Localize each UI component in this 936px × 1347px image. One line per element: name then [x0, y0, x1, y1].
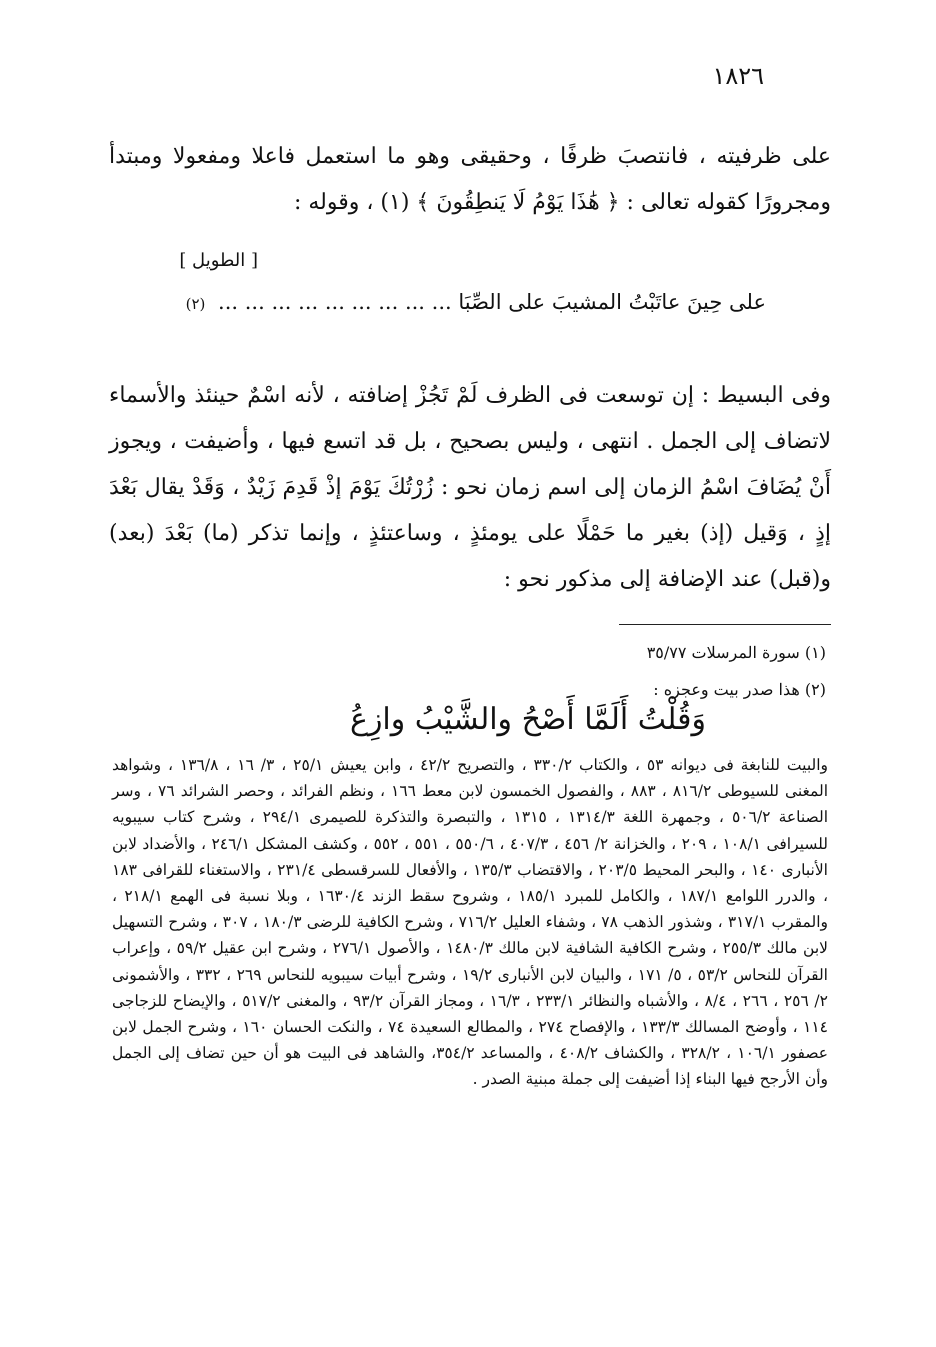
footnote-2: (٢) هذا صدر بيت وعجزه :: [653, 680, 826, 699]
page-number: ١٨٢٦: [712, 62, 764, 90]
verse-footnote-ref: (٢): [185, 295, 206, 313]
footnote-separator: [619, 624, 831, 625]
verse-text: على حِينَ عاتَبْتُ المشيبَ على الصِّبَا ... ... ... ... ... ... ... ... ...: [218, 290, 766, 314]
footnote-body-text: والبيت للنابغة فى ديوانه ٥٣ ، والكتاب ٣٣٠/٢ ، والتصريح ٤٢/٢ ، وابن يعيش ٢٥/١ ، ٣/ ١٦ ، ١٣٦/٨ ، وشواهد المغنى للسيوطى ٨١٦/٢ ، ٨٨٣ ، والفصول الخمسون لابن معط ١٦٦ ، ونظم الفرائد ، وحصر الشرائد ٧٦ ، وسر الصناعة ٥٠٦/٢ ، وجمهرة اللغة ١٣١٤/٣ ، ١٣١٥ ، والتبصرة والتذكرة للصيمرى ٢٩٤/١ ، وشرح كتاب سيبويه للسيرافى ١٠٨/١ ، ٢٠٩ ، والخزانة ٢/ ٤٥٦ ، ٤٠٧/٣ ، ٥٥٠/٦ ، ٥٥١ ، ٥٥٢ ، وكشف المشكل ٢٤٦/١ ، والأضداد لابن الأنبارى ١٤٠ ، والبحر المحيط ٢٠٣/٥ ، والاقتضاب ١٣٥/٣ ، والأفعال للسرقسطى ٢٣١/٤ ، والاستغناء للقرافى ١٨٣ ، والدرر اللوامع ١٨٧/١ ، والكامل للمبرد ١٨٥/١ ، وشروح سقط الزند ١٦٣٠/٤ ، وبلا نسبة فى الهمع ٢١٨/١ ، والمقرب ٣١٧/١ ، وشذور الذهب ٧٨ ، وشفاء العليل ٧١٦/٢ ، وشرح الكافية للرضى ١٨٠/٣ ، ٣٠٧ ، وشرح التسهيل لابن مالك ٢٥٥/٣ ، وشرح الكافية الشافية لابن مالك ١٤٨٠/٣ ، والأصول ٢٧٦/١ ، وشرح ابن عقيل ٥٩/٢ ، وإعراب القرآن للنحاس ٥٣/٢ ، ٥/ ١٧١ ، والبيان لابن الأنبارى ١٩/٢ ، وشرح أبيات سيبويه للنحاس ٢٦٩ ، ٣٣٢ ، والأشمونى ٢/ ٢٥٦ ، ٢٦٦ ، ٨/٤ ، والأشباه والنظائر ٢٣٣/١ ، ١٦/٣ ، ومجاز القرآن ٩٣/٢ ، والمغنى ٥١٧/٢ ، والإيضاح للزجاجى ١١٤ ، وأوضح المسالك ١٣٣/٣ ، والإفصاح ٢٧٤ ، والمطالع السعيدة ٧٤ ، والنكت الحسان ١٦٠ ، وشرح الجمل لابن عصفور ١٠٦/١ ، ٣٢٨/٢ ، والكشاف ٤٠٨/٢ ، والمساعد ٣٥٤/٢، والشاهد فى البيت هو أن حين تضاف إلى الجمل وأن الأرجح فيها البناء إذا أضيفت إلى جملة مبنية الصدر .: [112, 756, 829, 1089]
verse-line: [166, 290, 766, 314]
poem-hemistich: وَقُلْتُ أَلَمَّا أَصْحُ والشَّيْبُ وازِعُ: [350, 702, 706, 737]
meter-label: [ الطويل ]: [179, 250, 258, 271]
footnote-1: (١) سورة المرسلات ٣٥/٧٧: [646, 643, 826, 662]
paragraph-2: وفى البسيط : إن توسعت فى الظرف لَمْ تَجُزْ إضافته ، لأنه اسْمٌ حينئذ والأسماء لاتضاف إلى الجمل . انتهى ، وليس بصحيح ، بل قد اتسع فيها ، وأضيفت ، ويجوز أَنْ يُضَافَ اسْمُ الزمان إلى اسم زمان نحو : زُرْتُكَ يَوْمَ إذْ قَدِمَ زَيْدٌ ، وَقَدْ يقال بَعْدَ إذٍ ، وَقيل (إذ) بغير ما حَمْلًا على يومئذٍ ، وساعتئذٍ ، وإنما تذكر (ما) بَعْدَ (بعد) و(قبل) عند الإضافة إلى مذكور نحو :: [109, 383, 831, 592]
paragraph-1: على ظرفيته ، فانتصبَ ظرفًا ، وحقيقى وهو ما استعمل فاعلا ومفعولا ومبتدأ ومجرورًا كقوله تعالى : ﴿ هَٰذَا يَوْمُ لَا يَنطِقُونَ ﴾ (١) ، وقوله :: [109, 144, 831, 215]
footnote-body: [112, 752, 828, 1093]
